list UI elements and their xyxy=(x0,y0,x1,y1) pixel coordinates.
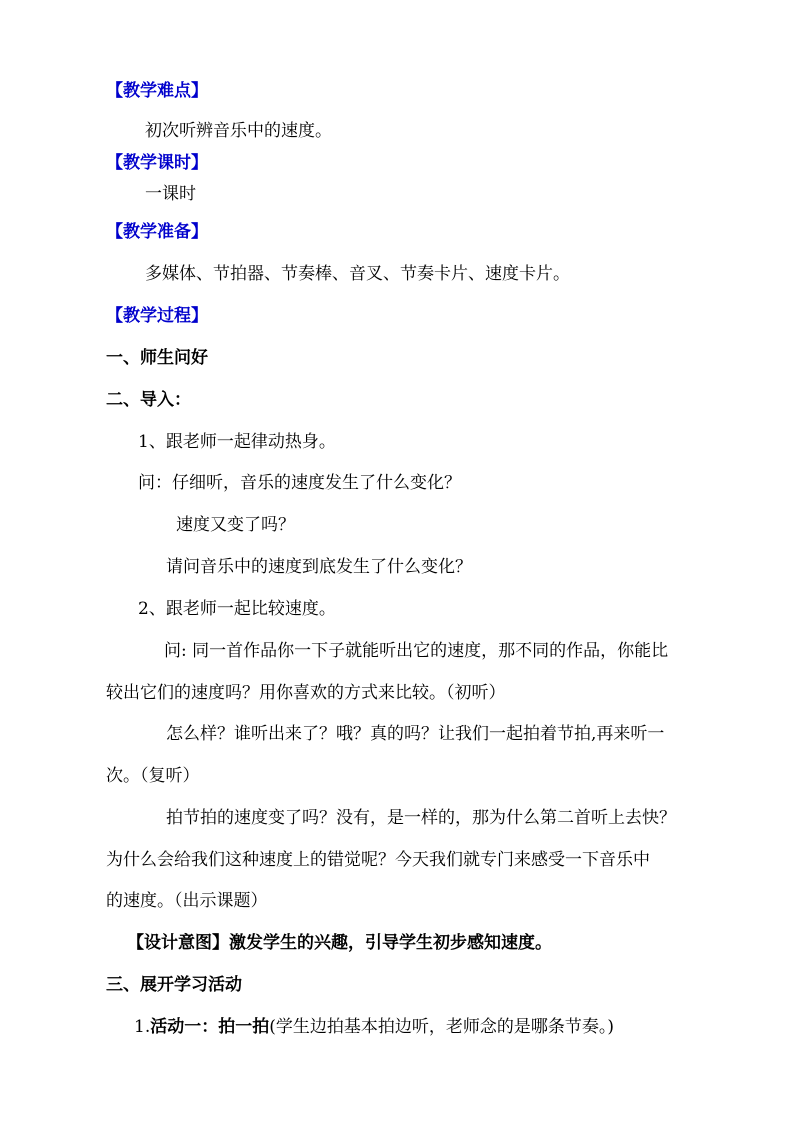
difficulty-text: 初次听辨音乐中的速度。 xyxy=(145,121,332,141)
question-2-line2: 较出它们的速度吗？用你喜欢的方式来比较。（初听） xyxy=(106,683,506,703)
section-greeting: 一、师生问好 xyxy=(106,348,208,368)
intro-item-2: 2、跟老师一起比较速度。 xyxy=(138,599,336,619)
question-4-line2: 为什么会给我们这种速度上的错觉呢？今天我们就专门来感受一下音乐中 xyxy=(106,850,650,870)
section-activities: 三、展开学习活动 xyxy=(106,975,242,995)
prep-heading: 【教学准备】 xyxy=(106,222,208,242)
section-intro: 二、导入： xyxy=(106,390,191,410)
question-1c: 请问音乐中的速度到底发生了什么变化？ xyxy=(166,557,472,577)
question-3-line1: 怎么样？谁听出来了？哦？真的吗？让我们一起拍着节拍,再来听一 xyxy=(166,724,665,744)
question-4-line1: 拍节拍的速度变了吗？没有，是一样的，那为什么第二首听上去快？ xyxy=(166,808,676,828)
hours-text: 一课时 xyxy=(145,184,196,204)
question-1: 问：仔细听，音乐的速度发生了什么变化？ xyxy=(138,473,461,493)
question-4-line3: 的速度。（出示课题） xyxy=(106,891,268,911)
intro-item-1: 1、跟老师一起律动热身。 xyxy=(138,432,336,452)
design-intent: 【设计意图】激发学生的兴趣，引导学生初步感知速度。 xyxy=(127,933,552,953)
activity-1 xyxy=(134,1016,614,1038)
question-2-line1: 问: 同一首作品你一下子就能听出它的速度，那不同的作品，你能比 xyxy=(164,641,669,661)
question-3-line2: 次。（复听） xyxy=(106,766,200,786)
activity-number: 1. xyxy=(134,1017,151,1037)
activity-description: (学生边拍基本拍边听，老师念的是哪条节奏。) xyxy=(269,1017,614,1037)
question-1b: 速度又变了吗？ xyxy=(176,515,295,535)
prep-text: 多媒体、节拍器、节奏棒、音叉、节奏卡片、速度卡片。 xyxy=(145,264,570,284)
difficulty-heading: 【教学难点】 xyxy=(106,81,208,101)
hours-heading: 【教学课时】 xyxy=(106,153,208,173)
process-heading: 【教学过程】 xyxy=(106,306,208,326)
activity-title: 活动一：拍一拍 xyxy=(150,1017,270,1037)
